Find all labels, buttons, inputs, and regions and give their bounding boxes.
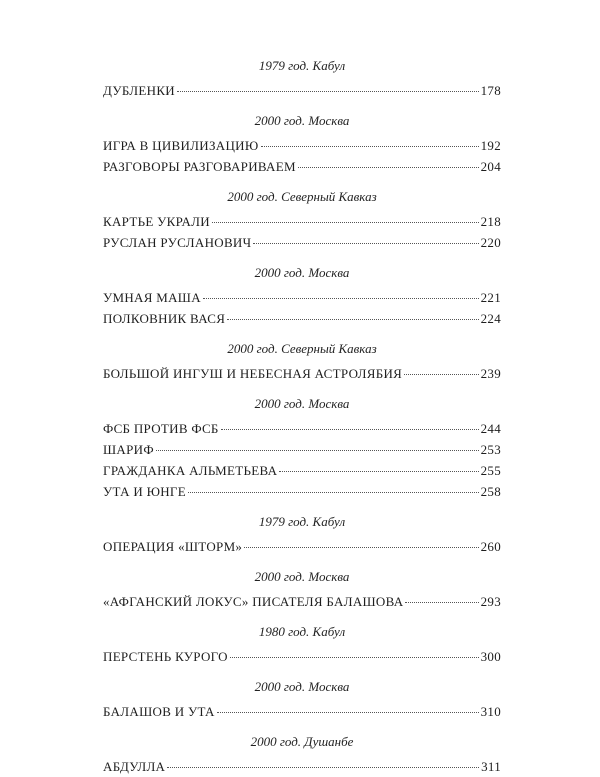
- toc-section: [103, 514, 501, 569]
- toc-section: [103, 624, 501, 679]
- toc-entry[interactable]: [103, 701, 501, 722]
- entry-title: ДУБЛЕНКИ: [103, 83, 175, 98]
- toc-entry[interactable]: [103, 156, 501, 177]
- section-spacer: [103, 612, 501, 624]
- entry-title: ПОЛКОВНИК ВАСЯ: [103, 311, 226, 326]
- dot-leader: [253, 243, 478, 244]
- toc-entry[interactable]: [103, 363, 501, 384]
- entry-page-number: 253: [480, 442, 501, 457]
- section-heading: 2000 год. Москва: [254, 113, 350, 128]
- entry-title: АБДУЛЛА: [103, 759, 166, 774]
- entry-title: КАРТЬЕ УКРАЛИ: [103, 214, 210, 229]
- toc-entry[interactable]: [103, 287, 501, 308]
- dot-leader: [261, 146, 479, 147]
- entry-title: РУСЛАН РУСЛАНОВИЧ: [103, 235, 252, 250]
- section-spacer: [103, 101, 501, 113]
- entry-page-number: 224: [480, 311, 501, 326]
- toc-entry[interactable]: [103, 135, 501, 156]
- entry-title: УТА И ЮНГЕ: [103, 484, 186, 499]
- dot-leader: [221, 429, 479, 430]
- section-heading: 2000 год. Душанбе: [250, 734, 354, 749]
- entry-page-number: 244: [480, 421, 501, 436]
- toc-section: [103, 396, 501, 514]
- toc-entry[interactable]: [103, 232, 501, 253]
- entry-title: УМНАЯ МАША: [103, 290, 201, 305]
- dot-leader: [227, 319, 478, 320]
- entry-page-number: 239: [480, 366, 501, 381]
- toc-section: [103, 58, 501, 113]
- dot-leader: [230, 657, 479, 658]
- entry-page-number: 218: [480, 214, 501, 229]
- toc-section: [103, 265, 501, 341]
- section-heading: 1979 год. Кабул: [258, 514, 346, 529]
- section-heading: 2000 год. Северный Кавказ: [227, 189, 377, 204]
- entry-title: ШАРИФ: [103, 442, 154, 457]
- entry-title: «АФГАНСКИЙ ЛОКУС» ПИСАТЕЛЯ БАЛАШОВА: [103, 594, 404, 609]
- dot-leader: [177, 91, 479, 92]
- dot-leader: [279, 471, 478, 472]
- section-spacer: [103, 502, 501, 514]
- section-spacer: [103, 722, 501, 734]
- toc-entry[interactable]: [103, 481, 501, 502]
- entry-title: БАЛАШОВ И УТА: [103, 704, 215, 719]
- dot-leader: [298, 167, 479, 168]
- entry-page-number: 260: [480, 539, 501, 554]
- dot-leader: [167, 767, 479, 768]
- section-heading: 1980 год. Кабул: [258, 624, 346, 639]
- entry-title: ГРАЖДАНКА АЛЬМЕТЬЕВА: [103, 463, 278, 478]
- toc-entry[interactable]: [103, 646, 501, 667]
- dot-leader: [244, 547, 478, 548]
- toc-entry[interactable]: [103, 439, 501, 460]
- dot-leader: [203, 298, 479, 299]
- section-spacer: [103, 177, 501, 189]
- toc-section: [103, 679, 501, 734]
- entry-page-number: 293: [480, 594, 501, 609]
- section-heading: 2000 год. Северный Кавказ: [227, 341, 377, 356]
- toc-entry[interactable]: [103, 591, 501, 612]
- dot-leader: [404, 374, 478, 375]
- section-spacer: [103, 329, 501, 341]
- toc-entry[interactable]: [103, 418, 501, 439]
- section-heading: 2000 год. Москва: [254, 396, 350, 411]
- entry-page-number: 258: [480, 484, 501, 499]
- toc-section: [103, 734, 501, 777]
- dot-leader: [212, 222, 479, 223]
- toc-section: [103, 189, 501, 265]
- entry-title: ФСБ ПРОТИВ ФСБ: [103, 421, 219, 436]
- entry-title: РАЗГОВОРЫ РАЗГОВАРИВАЕМ: [103, 159, 296, 174]
- entry-page-number: 311: [481, 759, 501, 774]
- section-spacer: [103, 384, 501, 396]
- dot-leader: [156, 450, 479, 451]
- toc-section: [103, 569, 501, 624]
- toc-entry[interactable]: [103, 211, 501, 232]
- table-of-contents: [103, 58, 501, 777]
- entry-page-number: 310: [480, 704, 501, 719]
- toc-entry[interactable]: [103, 80, 501, 101]
- entry-page-number: 255: [480, 463, 501, 478]
- section-spacer: [103, 667, 501, 679]
- section-heading: 2000 год. Москва: [254, 679, 350, 694]
- section-heading: 2000 год. Москва: [254, 265, 350, 280]
- entry-title: БОЛЬШОЙ ИНГУШ И НЕБЕСНАЯ АСТРОЛЯБИЯ: [103, 366, 403, 381]
- entry-title: ОПЕРАЦИЯ «ШТОРМ»: [103, 539, 243, 554]
- entry-page-number: 178: [480, 83, 501, 98]
- dot-leader: [405, 602, 478, 603]
- toc-entry[interactable]: [103, 756, 501, 777]
- toc-entry[interactable]: [103, 536, 501, 557]
- entry-title: ПЕРСТЕНЬ КУРОГО: [103, 649, 228, 664]
- dot-leader: [188, 492, 479, 493]
- section-heading: 2000 год. Москва: [254, 569, 350, 584]
- entry-title: ИГРА В ЦИВИЛИЗАЦИЮ: [103, 138, 259, 153]
- entry-page-number: 220: [480, 235, 501, 250]
- toc-entry[interactable]: [103, 460, 501, 481]
- section-heading: 1979 год. Кабул: [258, 58, 346, 73]
- section-spacer: [103, 557, 501, 569]
- toc-section: [103, 341, 501, 396]
- dot-leader: [217, 712, 479, 713]
- entry-page-number: 204: [480, 159, 501, 174]
- toc-entry[interactable]: [103, 308, 501, 329]
- entry-page-number: 300: [480, 649, 501, 664]
- toc-section: [103, 113, 501, 189]
- entry-page-number: 192: [480, 138, 501, 153]
- section-spacer: [103, 253, 501, 265]
- entry-page-number: 221: [480, 290, 501, 305]
